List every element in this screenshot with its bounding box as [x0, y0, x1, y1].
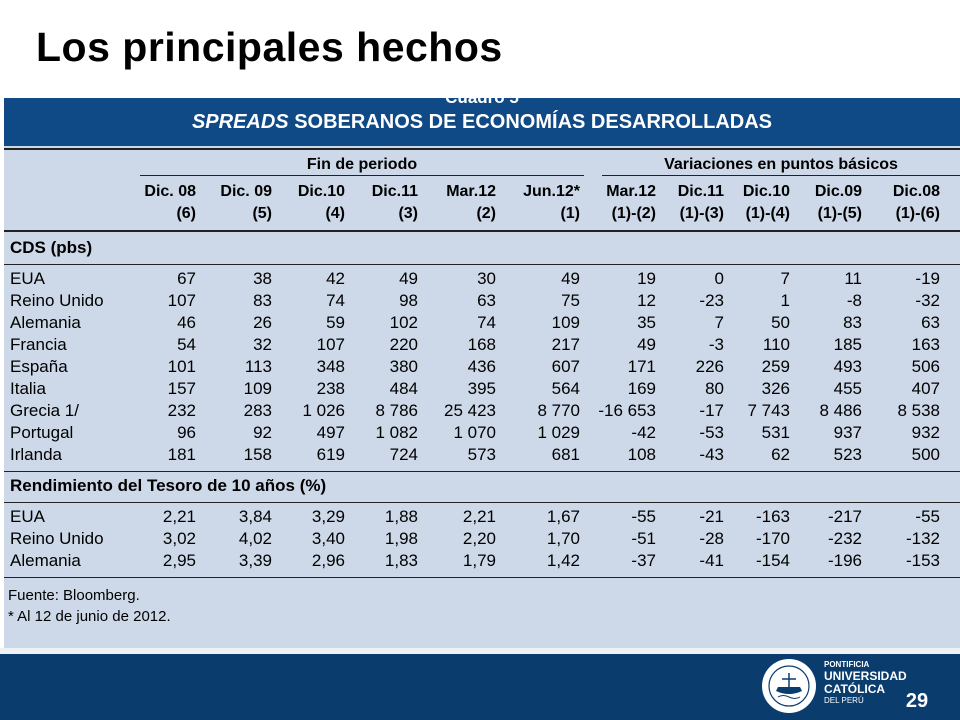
section-title: Rendimiento del Tesoro de 10 años (%) [10, 476, 327, 495]
table-row-label: EUA [10, 269, 45, 288]
column-header-line1: Dic.09 [814, 183, 862, 200]
table-cell: 436 [467, 357, 496, 376]
table-cell: 46 [177, 313, 196, 332]
table-cell: 2,20 [462, 529, 496, 548]
table-cell: 1,88 [384, 507, 418, 526]
column-header-line2: (2) [476, 205, 496, 222]
figure-label: Cuadro 5 [445, 88, 519, 107]
section-title: CDS (pbs) [10, 238, 93, 257]
univ-line-3: CATÓLICA [824, 682, 886, 696]
table-cell: -232 [827, 529, 862, 548]
table-cell: 96 [177, 423, 196, 442]
table-cell: 26 [253, 313, 272, 332]
table-rule-header-bottom [4, 230, 960, 232]
table-cell: 109 [243, 379, 272, 398]
table-row-label: España [10, 357, 68, 376]
univ-line-1: PONTIFICIA [824, 660, 870, 669]
table-cell: 8 486 [819, 401, 862, 420]
table-cell: 1 070 [453, 423, 496, 442]
table-cell: -19 [915, 269, 940, 288]
table-cell: 326 [761, 379, 790, 398]
table-row-label: Portugal [10, 423, 74, 442]
table-cell: 83 [253, 291, 272, 310]
table-cell: 25 423 [444, 401, 496, 420]
university-seal-icon [760, 657, 818, 715]
univ-line-4: DEL PERÚ [824, 696, 864, 705]
table-cell: 59 [326, 313, 345, 332]
table-cell: 49 [637, 335, 656, 354]
table-cell: 238 [316, 379, 345, 398]
table-cell: 75 [561, 291, 580, 310]
table-row-label: Francia [10, 335, 67, 354]
table-cell: -42 [631, 423, 656, 442]
table-cell: 3,39 [238, 551, 272, 570]
table-cell: 3,29 [311, 507, 345, 526]
column-header-line2: (1)-(3) [679, 205, 724, 222]
table-cell: 168 [467, 335, 496, 354]
column-header-line1: Dic.10 [297, 183, 345, 200]
table-cell: 4,02 [238, 529, 272, 548]
table-cell: 607 [551, 357, 580, 376]
column-header-line2: (3) [398, 205, 418, 222]
table-cell: 407 [911, 379, 940, 398]
table-cell: 681 [551, 445, 580, 464]
table-cell: -8 [846, 291, 862, 310]
table-cell: 157 [167, 379, 196, 398]
table-cell: 11 [844, 269, 862, 288]
page-number: 29 [905, 690, 929, 712]
table-cell: 531 [761, 423, 790, 442]
table-cell: 8 538 [897, 401, 940, 420]
table-cell: 2,21 [162, 507, 196, 526]
table-cell: -21 [699, 507, 724, 526]
section-end-rule [4, 471, 960, 472]
table-cell: -132 [905, 529, 940, 548]
column-header-line1: Dic.10 [742, 183, 790, 200]
table-cell: 80 [705, 379, 724, 398]
table-cell: 50 [771, 313, 790, 332]
table-cell: 92 [253, 423, 272, 442]
table-cell: 226 [695, 357, 724, 376]
table-cell: -170 [755, 529, 790, 548]
column-header-line2: (1) [560, 205, 580, 222]
table-cell: 3,84 [238, 507, 272, 526]
table-cell: 2,21 [462, 507, 496, 526]
column-header-line2: (1)-(4) [745, 205, 790, 222]
table-rule-top [4, 148, 960, 150]
table-cell: -28 [699, 529, 724, 548]
table-cell: 169 [627, 379, 656, 398]
column-header-line1: Dic.11 [677, 183, 724, 200]
table-cell: 74 [326, 291, 345, 310]
table-cell: 181 [167, 445, 196, 464]
table-cell: -196 [827, 551, 862, 570]
table-cell: 2,95 [162, 551, 196, 570]
table-cell: -51 [631, 529, 656, 548]
table-cell: 38 [253, 269, 272, 288]
section-rule [4, 264, 960, 265]
table-cell: 395 [467, 379, 496, 398]
table-cell: 506 [911, 357, 940, 376]
table-cell: 1,67 [546, 507, 580, 526]
table-row-label: Reino Unido [10, 291, 104, 310]
column-header-line2: (1)-(2) [611, 205, 656, 222]
table-cell: 49 [561, 269, 580, 288]
table-row-label: Grecia 1/ [10, 401, 79, 420]
table-cell: 158 [243, 445, 272, 464]
section-end-rule [4, 577, 960, 578]
slide-title: Los principales hechos [36, 24, 503, 70]
column-header-line1: Dic. 09 [220, 183, 272, 200]
table-row-label: Irlanda [10, 445, 62, 464]
table-cell: 19 [637, 269, 656, 288]
table-cell: 497 [316, 423, 345, 442]
column-header-line2: (4) [325, 205, 345, 222]
table-cell: 7 743 [747, 401, 790, 420]
table-cell: 1,98 [384, 529, 418, 548]
table-cell: 30 [477, 269, 496, 288]
table-cell: 937 [833, 423, 862, 442]
table-cell: 102 [389, 313, 418, 332]
table-cell: 32 [253, 335, 272, 354]
column-header-line1: Mar.12 [446, 183, 496, 200]
table-cell: -37 [631, 551, 656, 570]
table-cell: 107 [316, 335, 345, 354]
table-cell: 523 [833, 445, 862, 464]
column-header-line1: Jun.12* [523, 183, 580, 200]
table-cell: 380 [389, 357, 418, 376]
figure-title [4, 111, 960, 134]
table-note: Fuente: Bloomberg. [8, 587, 140, 604]
table-note: * Al 12 de junio de 2012. [8, 608, 171, 625]
table-figure [4, 88, 960, 654]
table-cell: 62 [771, 445, 790, 464]
table-row-label: EUA [10, 507, 45, 526]
table-cell: 2,96 [311, 551, 345, 570]
group-header-end-of-period: Fin de periodo [306, 156, 418, 173]
column-header-line1: Dic. 08 [144, 183, 196, 200]
table-cell: -41 [699, 551, 724, 570]
table-cell: -55 [631, 507, 656, 526]
table-cell: 35 [637, 313, 656, 332]
table-cell: 564 [551, 379, 580, 398]
table-cell: -163 [755, 507, 790, 526]
table-title-band [4, 88, 960, 146]
table-cell: 932 [911, 423, 940, 442]
figure-title-italic: SPREADS [191, 111, 289, 133]
table-cell: 98 [399, 291, 418, 310]
table-cell: -217 [827, 507, 862, 526]
table-cell: -53 [699, 423, 724, 442]
table-cell: 283 [243, 401, 272, 420]
table-cell: 1 082 [375, 423, 418, 442]
table-cell: 74 [477, 313, 496, 332]
table-cell: 500 [911, 445, 940, 464]
column-header-line1: Dic.11 [371, 183, 418, 200]
table-cell: 163 [911, 335, 940, 354]
table-cell: 724 [389, 445, 418, 464]
table-cell: 259 [761, 357, 790, 376]
section-rule [4, 502, 960, 503]
table-cell: -3 [708, 335, 724, 354]
figure-title-rest: SOBERANOS DE ECONOMÍAS DESARROLLADAS [288, 111, 773, 133]
univ-line-2: UNIVERSIDAD [824, 669, 907, 683]
table-cell: 171 [627, 357, 656, 376]
table-cell: 573 [467, 445, 496, 464]
table-cell: 455 [833, 379, 862, 398]
table-cell: 220 [389, 335, 418, 354]
table-cell: 54 [177, 335, 196, 354]
column-header-line2: (1)-(5) [817, 205, 862, 222]
table-cell: 63 [477, 291, 496, 310]
table-cell: 1 029 [537, 423, 580, 442]
table-row-label: Alemania [10, 551, 81, 570]
table-cell: -17 [699, 401, 724, 420]
column-header-line1: Dic.08 [892, 183, 940, 200]
table-row-label: Italia [10, 379, 46, 398]
table-cell: 8 770 [537, 401, 580, 420]
table-cell: 232 [167, 401, 196, 420]
table-cell: 63 [921, 313, 940, 332]
group-underline-end-of-period [140, 175, 584, 176]
table-cell: 107 [167, 291, 196, 310]
table-cell: 7 [780, 269, 790, 288]
table-cell: 113 [244, 357, 272, 376]
table-cell: 484 [389, 379, 418, 398]
table-cell: 3,40 [311, 529, 345, 548]
group-underline-variations [602, 175, 960, 176]
table-cell: 619 [316, 445, 345, 464]
column-header-line1: Mar.12 [606, 183, 656, 200]
table-cell: -32 [915, 291, 940, 310]
table-row-label: Alemania [10, 313, 81, 332]
table-cell: -153 [905, 551, 940, 570]
table-cell: 3,02 [162, 529, 196, 548]
table-cell: -43 [699, 445, 724, 464]
table-cell: 348 [316, 357, 345, 376]
table-cell: 217 [551, 335, 580, 354]
table-cell: 1,70 [546, 529, 580, 548]
table-cell: 83 [843, 313, 862, 332]
table-cell: -55 [915, 507, 940, 526]
table-cell: 49 [399, 269, 418, 288]
table-row-label: Reino Unido [10, 529, 104, 548]
table-cell: 42 [326, 269, 345, 288]
table-cell: 493 [833, 357, 862, 376]
table-cell: 108 [627, 445, 656, 464]
table-cell: 185 [833, 335, 862, 354]
group-header-variations: Variaciones en puntos básicos [664, 156, 898, 173]
table-cell: 7 [714, 313, 724, 332]
column-header-line2: (1)-(6) [895, 205, 940, 222]
table-cell: 110 [762, 335, 790, 354]
table-cell: -23 [699, 291, 724, 310]
table-cell: -16 653 [598, 401, 656, 420]
table-cell: 67 [177, 269, 196, 288]
table-cell: 1 026 [302, 401, 345, 420]
table-cell: 101 [167, 357, 196, 376]
column-header-line2: (5) [252, 205, 272, 222]
table-cell: 1,42 [546, 551, 580, 570]
column-header-line2: (6) [176, 205, 196, 222]
university-logo-text [824, 660, 907, 706]
table-cell: 1 [780, 291, 790, 310]
table-cell: 12 [637, 291, 656, 310]
table-cell: -154 [755, 551, 790, 570]
table-cell: 0 [714, 269, 724, 288]
table-cell: 1,83 [384, 551, 418, 570]
table-cell: 109 [551, 313, 580, 332]
table-cell: 1,79 [462, 551, 496, 570]
table-cell: 8 786 [375, 401, 418, 420]
